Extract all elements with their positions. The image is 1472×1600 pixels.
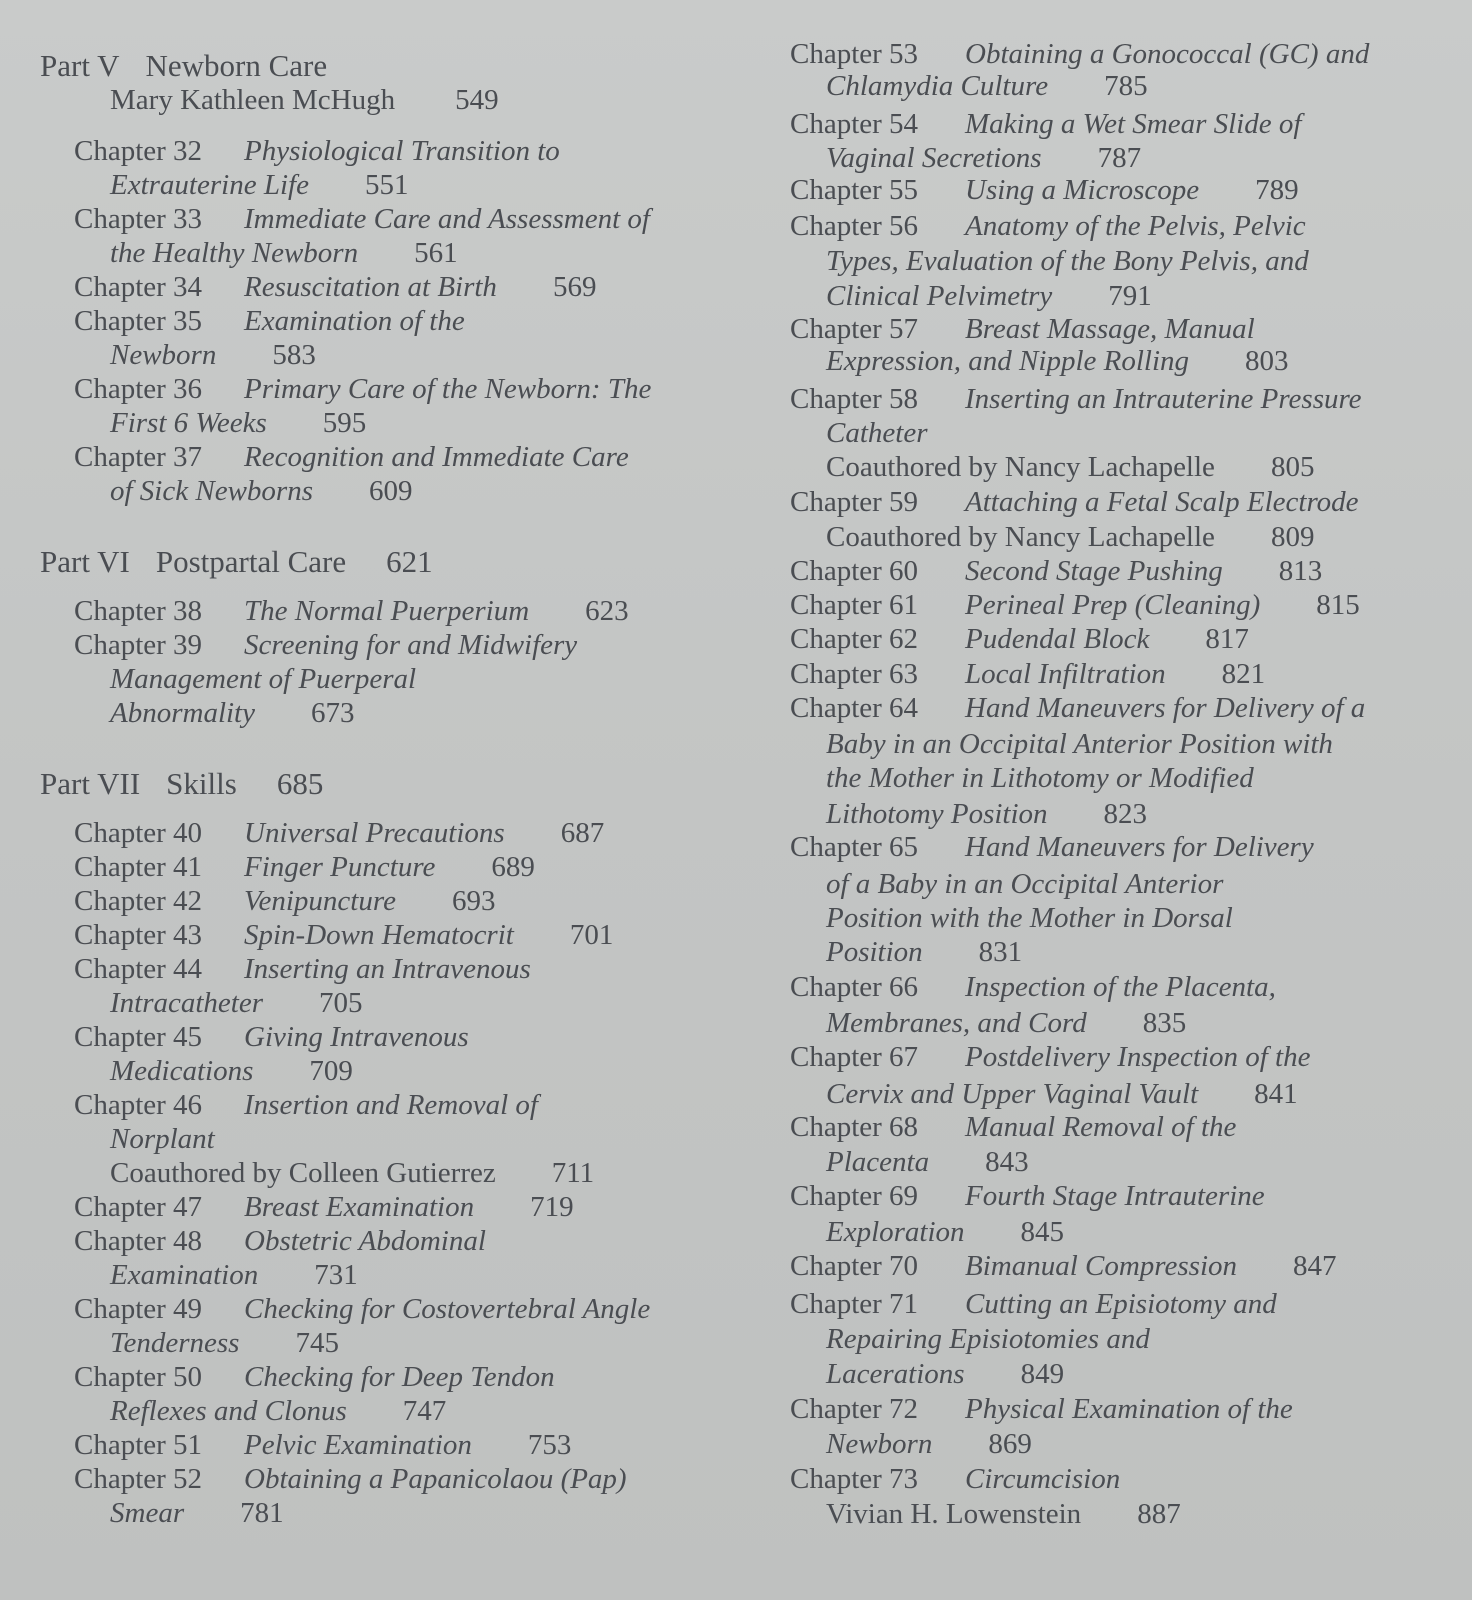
page-number: 803: [1245, 345, 1289, 377]
toc-entry: [74, 1465, 627, 1494]
chapter-title: Vaginal Secretions: [826, 142, 1042, 174]
toc-entry-continuation: [110, 409, 366, 438]
chapter-number: Chapter 66: [790, 971, 919, 1003]
chapter-title: Primary Care of the Newborn: The: [244, 373, 652, 405]
chapter-number: Chapter 42: [74, 885, 203, 917]
toc-entry: [74, 443, 629, 472]
toc-entry: [790, 1290, 1277, 1319]
chapter-number: Chapter 61: [790, 589, 919, 621]
chapter-number: Chapter 37: [74, 441, 203, 473]
coauthor-credit: Vivian H. Lowenstein: [826, 1498, 1082, 1530]
chapter-title: Examination of the: [244, 305, 465, 337]
toc-entry: [790, 176, 1299, 205]
toc-entry: [74, 1295, 650, 1324]
chapter-title: Exploration: [826, 1216, 965, 1248]
toc-entry: [790, 694, 1365, 723]
chapter-title: Bimanual Compression: [965, 1250, 1238, 1282]
chapter-title: Newborn: [826, 1428, 933, 1460]
toc-entry: [74, 819, 604, 848]
part-author: [110, 84, 499, 117]
chapter-number: Chapter 65: [790, 831, 919, 863]
chapter-number: Chapter 32: [74, 135, 203, 167]
chapter-number: Chapter 44: [74, 953, 203, 985]
toc-entry: [790, 110, 1301, 139]
toc-entry: [74, 205, 650, 234]
chapter-number: Chapter 33: [74, 203, 203, 235]
page-number: 843: [985, 1146, 1029, 1178]
page-number: 747: [402, 1395, 447, 1427]
page-number: 673: [311, 697, 355, 729]
toc-entry: [74, 921, 613, 950]
toc-entry: [790, 488, 1359, 517]
chapter-number: Chapter 60: [790, 555, 919, 587]
chapter-title: Repairing Episiotomies and: [826, 1323, 1150, 1355]
page-number: 621: [386, 544, 433, 579]
part-heading: [40, 766, 323, 802]
chapter-title: Norplant: [110, 1123, 215, 1155]
chapter-title: Checking for Costovertebral Angle: [244, 1293, 651, 1325]
chapter-title: Checking for Deep Tendon: [244, 1361, 555, 1393]
page-number: 731: [314, 1259, 358, 1291]
chapter-title: Position with the Mother in Dorsal: [826, 902, 1233, 934]
toc-entry: [790, 591, 1360, 620]
toc-entry-continuation: [826, 1148, 1029, 1177]
coauthor-credit: Coauthored by Nancy Lachapelle: [826, 451, 1215, 483]
chapter-title: Obtaining a Papanicolaou (Pap): [244, 1463, 627, 1495]
page-number: 685: [276, 766, 324, 801]
page-number: 887: [1137, 1498, 1181, 1530]
page-number: 561: [414, 237, 458, 269]
page-number: 809: [1270, 521, 1315, 553]
toc-entry-continuation: [110, 1125, 215, 1154]
toc-entry: [74, 273, 596, 302]
chapter-title: Expression, and Nipple Rolling: [826, 345, 1190, 377]
chapter-title: Management of Puerperal: [110, 663, 417, 695]
page-number: 791: [1108, 280, 1152, 312]
chapter-title: Attaching a Fetal Scalp Electrode: [965, 486, 1359, 518]
toc-entry-continuation: [826, 764, 1254, 793]
chapter-number: Chapter 52: [74, 1463, 203, 1495]
toc-entry: [74, 955, 531, 984]
chapter-number: Chapter 38: [74, 595, 203, 627]
page-number: 841: [1254, 1078, 1298, 1110]
chapter-title: Anatomy of the Pelvis, Pelvic: [965, 210, 1306, 242]
part-name: Postpartal Care: [155, 544, 347, 579]
part-name: Skills: [166, 766, 237, 801]
toc-entry-continuation: [826, 800, 1147, 829]
chapter-title: Chlamydia Culture: [826, 70, 1049, 102]
chapter-title: Catheter: [826, 417, 928, 449]
chapter-title: Pelvic Examination: [244, 1429, 472, 1461]
chapter-title: Physiological Transition to: [244, 135, 560, 167]
chapter-title: Universal Precautions: [244, 817, 505, 849]
chapter-title: Postdelivery Inspection of the: [965, 1041, 1311, 1073]
chapter-number: Chapter 72: [790, 1393, 919, 1425]
chapter-number: Chapter 62: [790, 623, 919, 655]
toc-entry: [74, 887, 495, 916]
toc-entry: [74, 1023, 469, 1052]
toc-entry-continuation: [110, 171, 408, 200]
page-number: 815: [1316, 589, 1360, 621]
chapter-number: Chapter 71: [790, 1288, 919, 1320]
chapter-title: Hand Maneuvers for Delivery: [965, 831, 1314, 863]
page-number: 847: [1293, 1250, 1337, 1282]
page-number: 813: [1278, 555, 1323, 587]
chapter-title: Types, Evaluation of the Bony Pelvis, and: [826, 245, 1309, 277]
toc-entry-continuation: [110, 477, 413, 506]
chapter-title: Perineal Prep (Cleaning): [965, 589, 1261, 621]
chapter-number: Chapter 46: [74, 1089, 203, 1121]
toc-entry: [790, 1113, 1236, 1142]
toc-entry-continuation: [826, 1080, 1298, 1109]
toc-entry: [74, 137, 560, 166]
chapter-title: Pudendal Block: [965, 623, 1150, 655]
part-heading: [40, 544, 433, 580]
page-number: 583: [272, 339, 316, 371]
chapter-title: First 6 Weeks: [110, 407, 267, 439]
chapter-number: Chapter 47: [74, 1191, 203, 1223]
page-number: 687: [560, 817, 605, 849]
toc-entry: [74, 1091, 538, 1120]
toc-entry: [790, 385, 1362, 414]
toc-entry: [790, 212, 1306, 241]
toc-entry: [74, 1363, 555, 1392]
chapter-title: Physical Examination of the: [965, 1393, 1293, 1425]
page-number: 869: [988, 1428, 1032, 1460]
chapter-title: Clinical Pelvimetry: [826, 280, 1053, 312]
toc-entry-continuation: [826, 72, 1148, 101]
toc-entry-continuation: [826, 453, 1314, 482]
part-number: Part VII: [40, 766, 141, 801]
toc-entry-continuation: [826, 347, 1289, 376]
author-name: Mary Kathleen McHugh: [110, 84, 396, 116]
page-number: 753: [527, 1429, 572, 1461]
chapter-title: Lithotomy Position: [826, 798, 1048, 830]
chapter-title: Membranes, and Cord: [826, 1007, 1087, 1039]
chapter-number: Chapter 73: [790, 1463, 919, 1495]
toc-entry-continuation: [826, 938, 1022, 967]
page-number: 787: [1097, 142, 1142, 174]
chapter-number: Chapter 45: [74, 1021, 203, 1053]
toc-entry: [790, 1043, 1310, 1072]
part-number: Part V: [40, 48, 120, 83]
chapter-number: Chapter 70: [790, 1250, 919, 1282]
page-number: 845: [1020, 1216, 1065, 1248]
chapter-number: Chapter 43: [74, 919, 203, 951]
chapter-title: Inserting an Intravenous: [244, 953, 531, 985]
page-number: 569: [552, 271, 597, 303]
toc-entry-continuation: [110, 1397, 446, 1426]
chapter-title: Giving Intravenous: [244, 1021, 469, 1053]
chapter-number: Chapter 49: [74, 1293, 203, 1325]
chapter-title: Position: [826, 936, 923, 968]
chapter-title: Tenderness: [110, 1327, 240, 1359]
page-number: 711: [551, 1157, 595, 1189]
chapter-number: Chapter 53: [790, 38, 919, 70]
chapter-title: Obstetric Abdominal: [244, 1225, 486, 1257]
chapter-number: Chapter 54: [790, 108, 919, 140]
chapter-title: Second Stage Pushing: [965, 555, 1223, 587]
toc-entry: [74, 375, 651, 404]
chapter-title: Breast Massage, Manual: [965, 313, 1255, 345]
toc-entry-continuation: [826, 870, 1223, 899]
chapter-title: Finger Puncture: [244, 851, 436, 883]
chapter-number: Chapter 39: [74, 629, 203, 661]
chapter-number: Chapter 36: [74, 373, 203, 405]
toc-entry-continuation: [826, 419, 928, 448]
toc-entry: [790, 1252, 1337, 1281]
page-number: 595: [322, 407, 367, 439]
chapter-title: Reflexes and Clonus: [110, 1395, 347, 1427]
chapter-number: Chapter 50: [74, 1361, 203, 1393]
chapter-title: Cervix and Upper Vaginal Vault: [826, 1078, 1199, 1110]
toc-entry: [790, 625, 1249, 654]
toc-entry-continuation: [826, 1218, 1064, 1247]
chapter-title: Fourth Stage Intrauterine: [965, 1180, 1265, 1212]
toc-entry-continuation: [826, 282, 1152, 311]
toc-entry-continuation: [826, 1500, 1181, 1529]
chapter-title: Circumcision: [965, 1463, 1121, 1495]
chapter-title: Abnormality: [110, 697, 255, 729]
toc-entry: [790, 557, 1322, 586]
toc-entry-continuation: [110, 665, 416, 694]
chapter-number: Chapter 58: [790, 383, 919, 415]
chapter-number: Chapter 41: [74, 851, 203, 883]
chapter-title: Medications: [110, 1055, 254, 1087]
page-number: 789: [1255, 174, 1299, 206]
page-number: 549: [455, 84, 499, 116]
chapter-title: The Normal Puerperium: [244, 595, 530, 627]
chapter-number: Chapter 51: [74, 1429, 203, 1461]
toc-entry: [74, 307, 465, 336]
toc-entry-continuation: [110, 1057, 353, 1086]
chapter-title: Inserting an Intrauterine Pressure: [965, 383, 1362, 415]
page-number: 689: [491, 851, 535, 883]
page-number: 705: [319, 987, 363, 1019]
toc-entry-continuation: [110, 699, 355, 728]
chapter-number: Chapter 57: [790, 313, 919, 345]
chapter-title: Manual Removal of the: [965, 1111, 1237, 1143]
chapter-number: Chapter 34: [74, 271, 203, 303]
chapter-title: Breast Examination: [244, 1191, 475, 1223]
chapter-title: Immediate Care and Assessment of: [244, 203, 650, 235]
page-number: 693: [451, 885, 496, 917]
toc-entry-continuation: [826, 523, 1314, 552]
part-number: Part VI: [40, 544, 130, 579]
page-number: 745: [295, 1327, 339, 1359]
part-heading: [40, 48, 327, 84]
chapter-title: the Healthy Newborn: [110, 237, 359, 269]
chapter-title: Extrauterine Life: [110, 169, 309, 201]
chapter-title: Obtaining a Gonococcal (GC) and: [965, 38, 1370, 70]
chapter-title: Local Infiltration: [965, 658, 1166, 690]
toc-entry-continuation: [110, 1499, 284, 1528]
chapter-title: Making a Wet Smear Slide of: [965, 108, 1302, 140]
page-number: 849: [1020, 1358, 1065, 1390]
chapter-title: Smear: [110, 1497, 185, 1529]
part-name: Newborn Care: [145, 48, 328, 83]
chapter-title: of Sick Newborns: [110, 475, 313, 507]
page-number: 823: [1103, 798, 1148, 830]
toc-entry: [790, 973, 1276, 1002]
toc-entry: [74, 1431, 571, 1460]
toc-entry-continuation: [826, 730, 1333, 759]
toc-entry: [790, 315, 1255, 344]
page-number: 817: [1205, 623, 1249, 655]
page-number: 821: [1221, 658, 1266, 690]
page-number: 719: [530, 1191, 574, 1223]
chapter-number: Chapter 40: [74, 817, 203, 849]
coauthor-credit: Coauthored by Colleen Gutierrez: [110, 1157, 496, 1189]
toc-entry: [790, 1395, 1293, 1424]
toc-entry-continuation: [826, 144, 1141, 173]
chapter-number: Chapter 48: [74, 1225, 203, 1257]
page-number: 785: [1104, 70, 1148, 102]
chapter-title: Newborn: [110, 339, 217, 371]
toc-entry: [790, 1182, 1265, 1211]
page-number: 551: [364, 169, 409, 201]
chapter-title: Baby in an Occipital Anterior Position with: [826, 728, 1333, 760]
chapter-title: the Mother in Lithotomy or Modified: [826, 762, 1254, 794]
chapter-title: Intracatheter: [110, 987, 264, 1019]
chapter-number: Chapter 64: [790, 692, 919, 724]
chapter-title: Hand Maneuvers for Delivery of a: [965, 692, 1366, 724]
chapter-title: Placenta: [826, 1146, 930, 1178]
toc-entry: [74, 597, 629, 626]
page-number: 781: [240, 1497, 284, 1529]
toc-entry-continuation: [110, 1329, 339, 1358]
toc-entry-continuation: [110, 341, 316, 370]
chapter-number: Chapter 69: [790, 1180, 919, 1212]
page-number: 709: [309, 1055, 353, 1087]
toc-entry: [74, 631, 577, 660]
chapter-title: Recognition and Immediate Care: [244, 441, 629, 473]
chapter-number: Chapter 59: [790, 486, 919, 518]
toc-entry-continuation: [826, 904, 1233, 933]
chapter-number: Chapter 35: [74, 305, 203, 337]
chapter-number: Chapter 67: [790, 1041, 919, 1073]
chapter-number: Chapter 56: [790, 210, 919, 242]
toc-entry-continuation: [826, 1009, 1186, 1038]
chapter-title: Spin-Down Hematocrit: [244, 919, 514, 951]
toc-entry: [74, 1227, 486, 1256]
toc-entry-continuation: [110, 1159, 594, 1188]
chapter-title: Inspection of the Placenta,: [965, 971, 1276, 1003]
chapter-number: Chapter 68: [790, 1111, 919, 1143]
toc-entry: [790, 1465, 1120, 1494]
chapter-number: Chapter 55: [790, 174, 919, 206]
chapter-title: Cutting an Episiotomy and: [965, 1288, 1277, 1320]
toc-entry: [74, 853, 535, 882]
chapter-title: Venipuncture: [244, 885, 396, 917]
chapter-number: Chapter 63: [790, 658, 919, 690]
chapter-title: of a Baby in an Occipital Anterior: [826, 868, 1224, 900]
chapter-title: Insertion and Removal of: [244, 1089, 538, 1121]
toc-entry-continuation: [110, 1261, 358, 1290]
toc-entry: [790, 833, 1314, 862]
coauthor-credit: Coauthored by Nancy Lachapelle: [826, 521, 1215, 553]
page-number: 835: [1142, 1007, 1187, 1039]
chapter-title: Using a Microscope: [965, 174, 1200, 206]
chapter-title: Screening for and Midwifery: [244, 629, 578, 661]
page-number: 623: [585, 595, 629, 627]
page-number: 701: [569, 919, 614, 951]
toc-entry: [790, 40, 1369, 69]
toc-entry-continuation: [110, 989, 363, 1018]
chapter-title: Resuscitation at Birth: [244, 271, 497, 303]
page-number: 805: [1270, 451, 1315, 483]
toc-entry-continuation: [826, 247, 1309, 276]
toc-entry-continuation: [110, 239, 458, 268]
toc-entry: [790, 660, 1265, 689]
chapter-title: Lacerations: [826, 1358, 965, 1390]
toc-entry-continuation: [826, 1430, 1032, 1459]
toc-entry: [74, 1193, 574, 1222]
toc-entry-continuation: [826, 1360, 1064, 1389]
chapter-title: Examination: [110, 1259, 259, 1291]
page-number: 609: [369, 475, 413, 507]
page-number: 831: [978, 936, 1023, 968]
toc-entry-continuation: [826, 1325, 1150, 1354]
